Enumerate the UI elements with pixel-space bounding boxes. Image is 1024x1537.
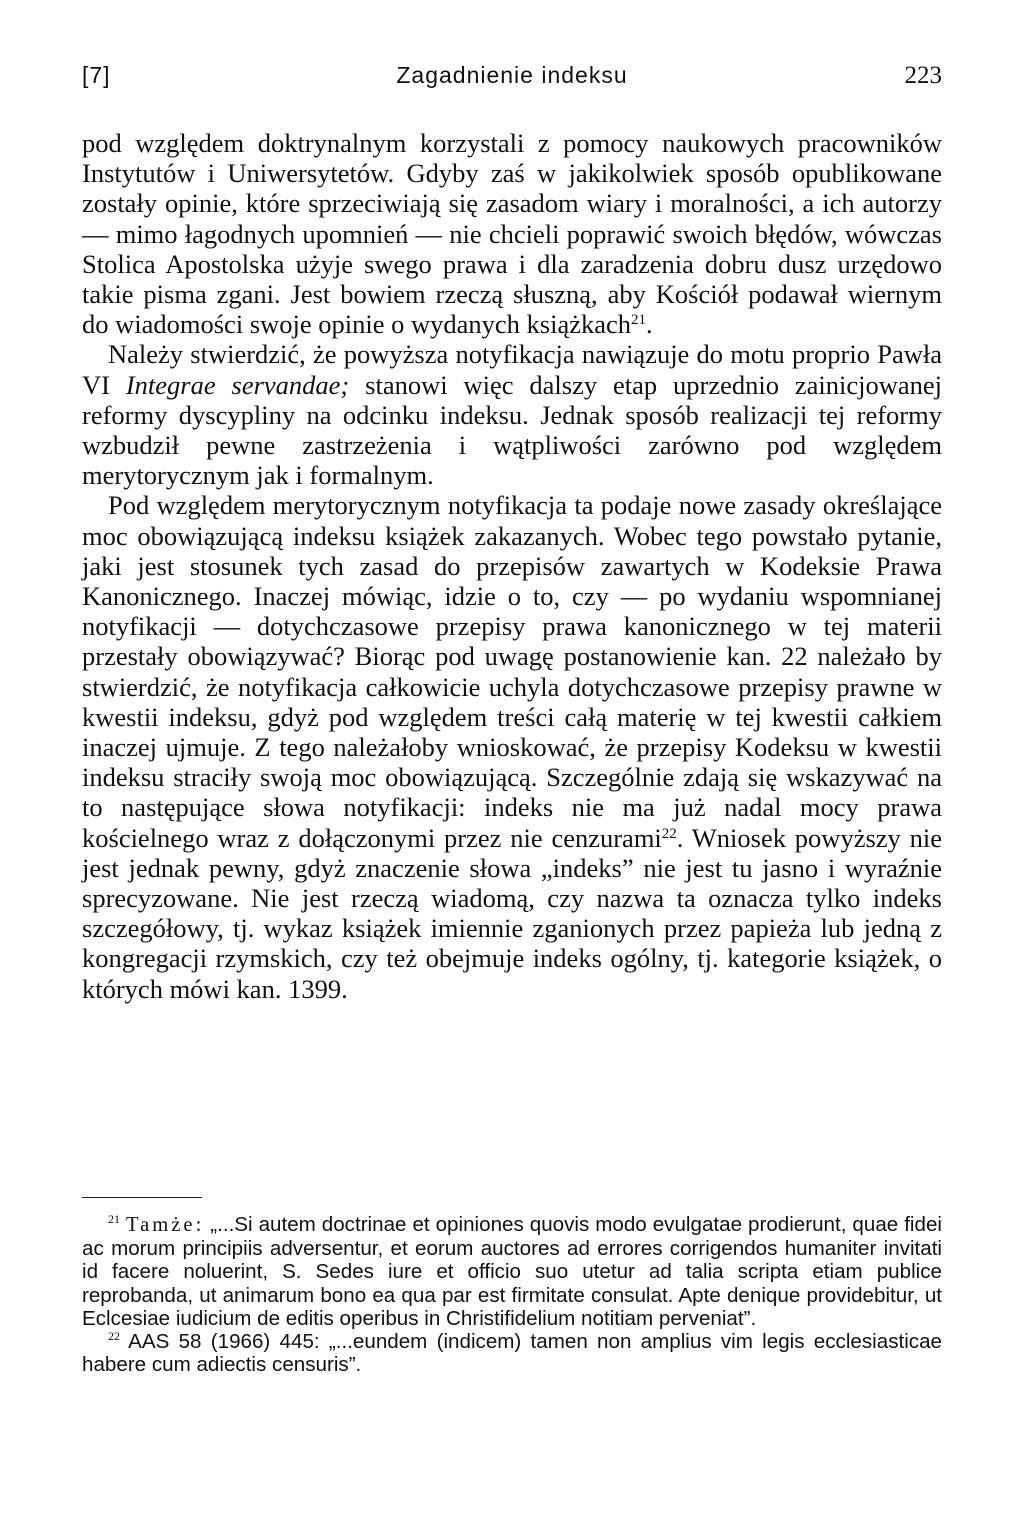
running-header (82, 62, 942, 102)
footnote-21 (82, 1213, 942, 1330)
paragraph-2-italic-title: Integrae servandae; (125, 369, 350, 400)
footnote-ref-21: 21 (631, 312, 647, 329)
paragraph-1 (82, 128, 942, 339)
footnote-22-mark: 22 (108, 1329, 120, 1344)
footnote-22-text: AAS 58 (1966) 445: „...eundem (indicem) tamen non amplius vim legis ecclesiasticae habere cum adiectis censuris”. (82, 1330, 942, 1377)
footnote-21-text: „...Si autem doctrinae et opiniones quovis modo evulgatae prodierunt, quae fidei ac morum principiis adversentur, et eorum auctores ad errores corrigendos humaniter invitati id facere noluerint, S. Sedes iure et officio suo utetur ad talia scripta etiam publice reprobanda, ut animarum bono ea qua par est firmitate consulat. Apte denique providebitur, ut Eclcesiae iudicium de editis operibus in Christifidelium notitiam perveniat”. (82, 1213, 942, 1330)
paragraph-2-text-b: stanowi więc dalszy etap uprzednio zainicjowanej reformy dyscypliny na odcinku indeksu. Jednak sposób realizacji tej reformy wzbudził pewne zastrzeżenia i wątpliwości zarówno pod względem merytorycznym jak i formalnym. (82, 369, 943, 491)
page-number: 223 (904, 62, 942, 89)
footnote-divider (82, 1197, 202, 1198)
paragraph-3-text-b: . Wniosek powyższy nie jest jednak pewny, gdyż znaczenie słowa „indeks” nie jest tu jasno i wyraźnie sprecyzowane. Nie jest rzeczą wiadomą, czy nazwa ta oznacza tylko indeks szczegółowy, tj. wykaz książek imiennie zganionych przez papieża lub jedną z kongregacji rzymskich, czy też obejmuje indeks ogólny, tj. kategorie książek, o których mówi kan. 1399. (82, 822, 942, 1004)
footnote-21-lead: Tamże: (125, 1214, 205, 1236)
main-text (82, 128, 942, 1004)
section-number: [7] (82, 62, 111, 88)
paragraph-2 (82, 339, 942, 490)
paragraph-3-text-a: Pod względem merytorycznym notyfikacja ta podaje nowe zasady określające moc obowiązującą indeksu książek zakazanych. Wobec tego powstało pytanie, jaki jest stosunek tych zasad do przepisów zawartych w Kodeksie Prawa Kanonicznego. Inaczej mówiąc, idzie o to, czy — po wydaniu wspomnianej notyfikacji — dotychczasowe przepisy prawa kanonicznego w tej materii przestały obowiązywać? Biorąc pod uwagę postanowienie kan. 22 należało by stwierdzić, że notyfikacja całkowicie uchyla dotychczasowe przepisy prawne w kwestii indeksu, gdyż pod względem treści całą materię w tej kwestii całkiem inaczej ujmuje. Z tego należałoby wnioskować, że przepisy Kodeksu w kwestii indeksu straciły swoją moc obowiązującą. Szczególnie zdają się wskazywać na to następujące słowa notyfikacji: indeks nie ma już nadal mocy prawa kościelnego wraz z dołączonymi przez nie cenzurami (82, 490, 942, 853)
paragraph-1-text: pod względem doktrynalnym korzystali z pomocy naukowych pracowników Instytutów i Uniwersytetów. Gdyby zaś w jakikolwiek sposób opublikowane zostały opinie, które sprzeciwiają się zasadom wiary i moralności, a ich autorzy — mimo łagodnych upomnień — nie chcieli poprawić swoich błędów, wówczas Stolica Apostolska użyje swego prawa i dla zaradzenia dobru dusz urzędowo takie pisma zgani. Jest bowiem rzeczą słuszną, aby Kościół podawał wiernym do wiadomości swoje opinie o wydanych książkach (82, 128, 942, 340)
footnote-21-mark: 21 (108, 1212, 120, 1226)
paragraph-2-text-a: Należy stwierdzić, że powyższa notyfikacja nawiązuje do motu proprio Pawła VI (82, 339, 942, 400)
footnote-22 (82, 1330, 942, 1376)
running-title: Zagadnienie indeksu (396, 62, 628, 88)
paragraph-3 (82, 490, 942, 1003)
paragraph-1-end: . (646, 309, 653, 340)
footnote-ref-22: 22 (661, 825, 677, 842)
footnotes (82, 1213, 942, 1376)
